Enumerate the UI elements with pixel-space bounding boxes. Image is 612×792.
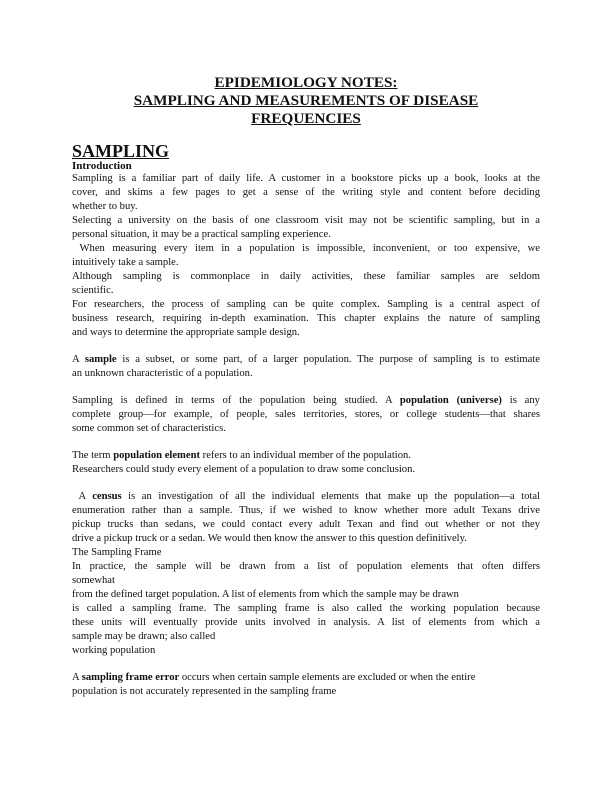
text-run: somewhat xyxy=(72,575,115,586)
text-run: cover, and skims a few pages to get a sense of the writing style and content before deciding xyxy=(72,187,540,198)
text-line xyxy=(72,463,540,477)
text-run: A xyxy=(72,672,82,683)
text-line xyxy=(72,644,540,658)
text-run: Sampling is a familiar part of daily life. A customer in a bookstore picks up a book, looks at the xyxy=(72,173,540,184)
text-run: The term xyxy=(72,450,114,461)
text-run: enumeration rather than a sample. Thus, if we wished to know whether more adult Texans drive xyxy=(72,505,540,516)
text-line xyxy=(72,449,540,463)
text-line xyxy=(72,312,540,326)
text-line xyxy=(72,630,540,644)
bold-term: census xyxy=(92,491,122,502)
text-line xyxy=(72,172,540,186)
text-run: complete group—for example, of people, sales territories, stores, or college students—that shares xyxy=(72,409,540,420)
title-line: FREQUENCIES xyxy=(251,110,361,127)
paragraph-gap xyxy=(72,658,540,671)
text-line xyxy=(72,367,540,381)
text-line xyxy=(72,616,540,630)
text-line xyxy=(72,298,540,312)
text-run: Sampling is defined in terms of the population being studied. A xyxy=(72,395,400,406)
text-run: scientific. xyxy=(72,285,114,296)
text-line xyxy=(72,270,540,284)
text-run: working population xyxy=(72,645,156,656)
paragraph-gap xyxy=(72,477,540,490)
text-run: business research, requiring in-depth examination. This chapter explains the nature of sampling xyxy=(72,313,540,324)
text-run: and ways to determine the appropriate sample design. xyxy=(72,327,300,338)
text-run: drive a pickup truck or a sedan. We would then know the answer to this question definitively. xyxy=(72,533,467,544)
subheading: Introduction xyxy=(72,160,132,172)
bold-term: population (universe) xyxy=(399,395,502,406)
text-run: intuitively take a sample. xyxy=(72,257,179,268)
text-line xyxy=(72,326,540,340)
text-line xyxy=(72,256,540,270)
text-line xyxy=(72,242,540,256)
text-line xyxy=(72,186,540,200)
text-line xyxy=(72,685,540,699)
text-run: from the defined target population. A list of elements from which the sample may be drawn xyxy=(72,589,459,600)
text-run: is an investigation of all the individual elements that make up the population—a total xyxy=(121,491,540,502)
text-line xyxy=(72,200,540,214)
text-run: population is not accurately represented in the sampling frame xyxy=(72,686,337,697)
document-title xyxy=(0,74,612,128)
text-line xyxy=(72,671,540,685)
text-run: In practice, the sample will be drawn from a list of population elements that often differs xyxy=(72,561,540,572)
text-run: occurs when certain sample elements are excluded or when the entire xyxy=(179,672,476,683)
text-line xyxy=(72,560,540,574)
text-run: these units will eventually provide units involved in analysis. A list of elements from which a xyxy=(72,617,540,628)
text-run: The Sampling Frame xyxy=(72,547,162,558)
text-run: sample may be drawn; also called xyxy=(72,631,216,642)
text-run: is a subset, or some part, of a larger population. The purpose of sampling is to estimate xyxy=(116,354,540,365)
section-heading: SAMPLING xyxy=(72,141,170,161)
text-run: is called a sampling frame. The sampling frame is also called the working population because xyxy=(72,603,540,614)
bold-term: population element xyxy=(113,450,201,461)
text-run: refers to an individual member of the population. xyxy=(200,450,411,461)
text-run: is any xyxy=(501,395,540,406)
text-line xyxy=(72,518,540,532)
text-run: whether to buy. xyxy=(72,201,138,212)
title-line: EPIDEMIOLOGY NOTES: xyxy=(214,74,398,91)
text-line xyxy=(72,228,540,242)
text-line xyxy=(72,394,540,408)
text-line xyxy=(72,214,540,228)
text-line xyxy=(72,588,540,602)
text-run: When measuring every item in a population is impossible, inconvenient, or too expensive, we xyxy=(72,243,540,254)
text-run: Although sampling is commonplace in daily activities, these familiar samples are seldom xyxy=(72,271,540,282)
text-line xyxy=(72,490,540,504)
body-text xyxy=(72,172,540,699)
paragraph-gap xyxy=(72,340,540,353)
text-line xyxy=(72,546,540,560)
title-line: SAMPLING AND MEASUREMENTS OF DISEASE xyxy=(133,92,479,109)
text-run: A xyxy=(72,491,93,502)
text-line xyxy=(72,504,540,518)
text-line xyxy=(72,602,540,616)
text-run: an unknown characteristic of a population. xyxy=(72,368,253,379)
text-run: A xyxy=(72,354,85,365)
bold-term: sample xyxy=(84,354,117,365)
text-line xyxy=(72,532,540,546)
text-run: For researchers, the process of sampling can be quite complex. Sampling is a central aspect of xyxy=(72,299,540,310)
text-line xyxy=(72,422,540,436)
paragraph-gap xyxy=(72,436,540,449)
text-run: some common set of characteristics. xyxy=(72,423,226,434)
text-line xyxy=(72,574,540,588)
paragraph-gap xyxy=(72,381,540,394)
text-run: pickup trucks than sedans, we could contact every adult Texan and find out whether or not they xyxy=(72,519,540,530)
text-line xyxy=(72,284,540,298)
text-run: Selecting a university on the basis of one classroom visit may not be scientific sampling, but in a xyxy=(72,215,540,226)
text-line xyxy=(72,408,540,422)
bold-term: sampling frame error xyxy=(81,672,180,683)
text-run: personal situation, it may be a practical sampling experience. xyxy=(72,229,331,240)
text-line xyxy=(72,353,540,367)
text-run: Researchers could study every element of a population to draw some conclusion. xyxy=(72,464,416,475)
